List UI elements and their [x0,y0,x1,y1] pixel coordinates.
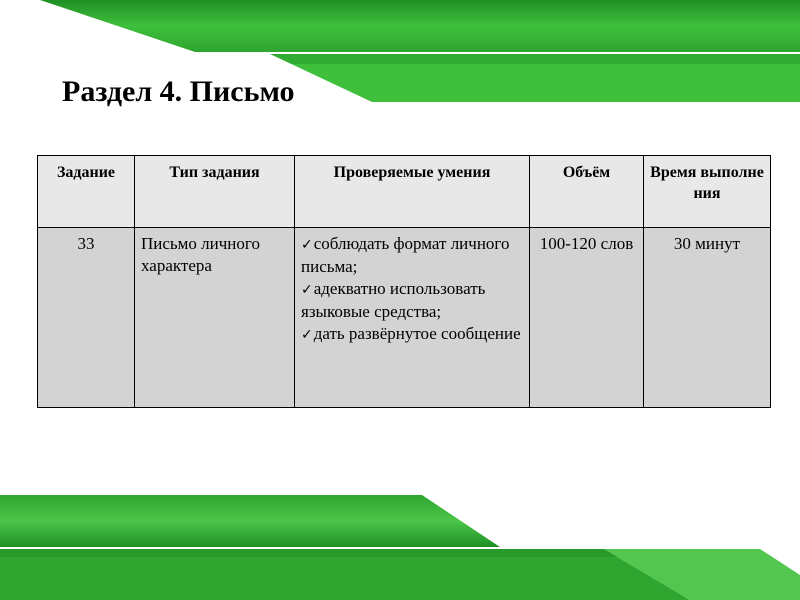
cell-task-type: Письмо личного характера [135,228,295,408]
checkmark-icon: ✓ [301,282,313,298]
skill-item [301,323,523,346]
header-task: Задание [38,156,135,228]
bottom-green-band-shade [0,549,618,557]
cell-time: 30 минут [644,228,771,408]
header-time: Время выполнения [644,156,771,228]
top-green-wedge-shade [270,54,800,64]
header-type: Тип задания [135,156,295,228]
skill-text: соблюдать формат личного письма; [301,234,510,276]
table-header-row [38,156,771,228]
skill-text: дать развёрнутое сообщение [313,324,521,343]
top-green-band [40,0,800,52]
table-row [38,228,771,408]
cell-task-number: 33 [38,228,135,408]
checkmark-icon: ✓ [301,237,313,253]
exam-section-table [37,155,771,408]
cell-skills [295,228,530,408]
cell-volume: 100-120 слов [530,228,644,408]
checkmark-icon: ✓ [301,327,313,343]
header-skills: Проверяемые умения [295,156,530,228]
skill-text: адекватно использовать языковые средства; [301,279,486,321]
skill-item [301,278,523,323]
bottom-green-wedge [0,495,500,547]
slide-title: Раздел 4. Письмо [62,75,295,108]
skill-item [301,233,523,278]
header-volume: Объём [530,156,644,228]
